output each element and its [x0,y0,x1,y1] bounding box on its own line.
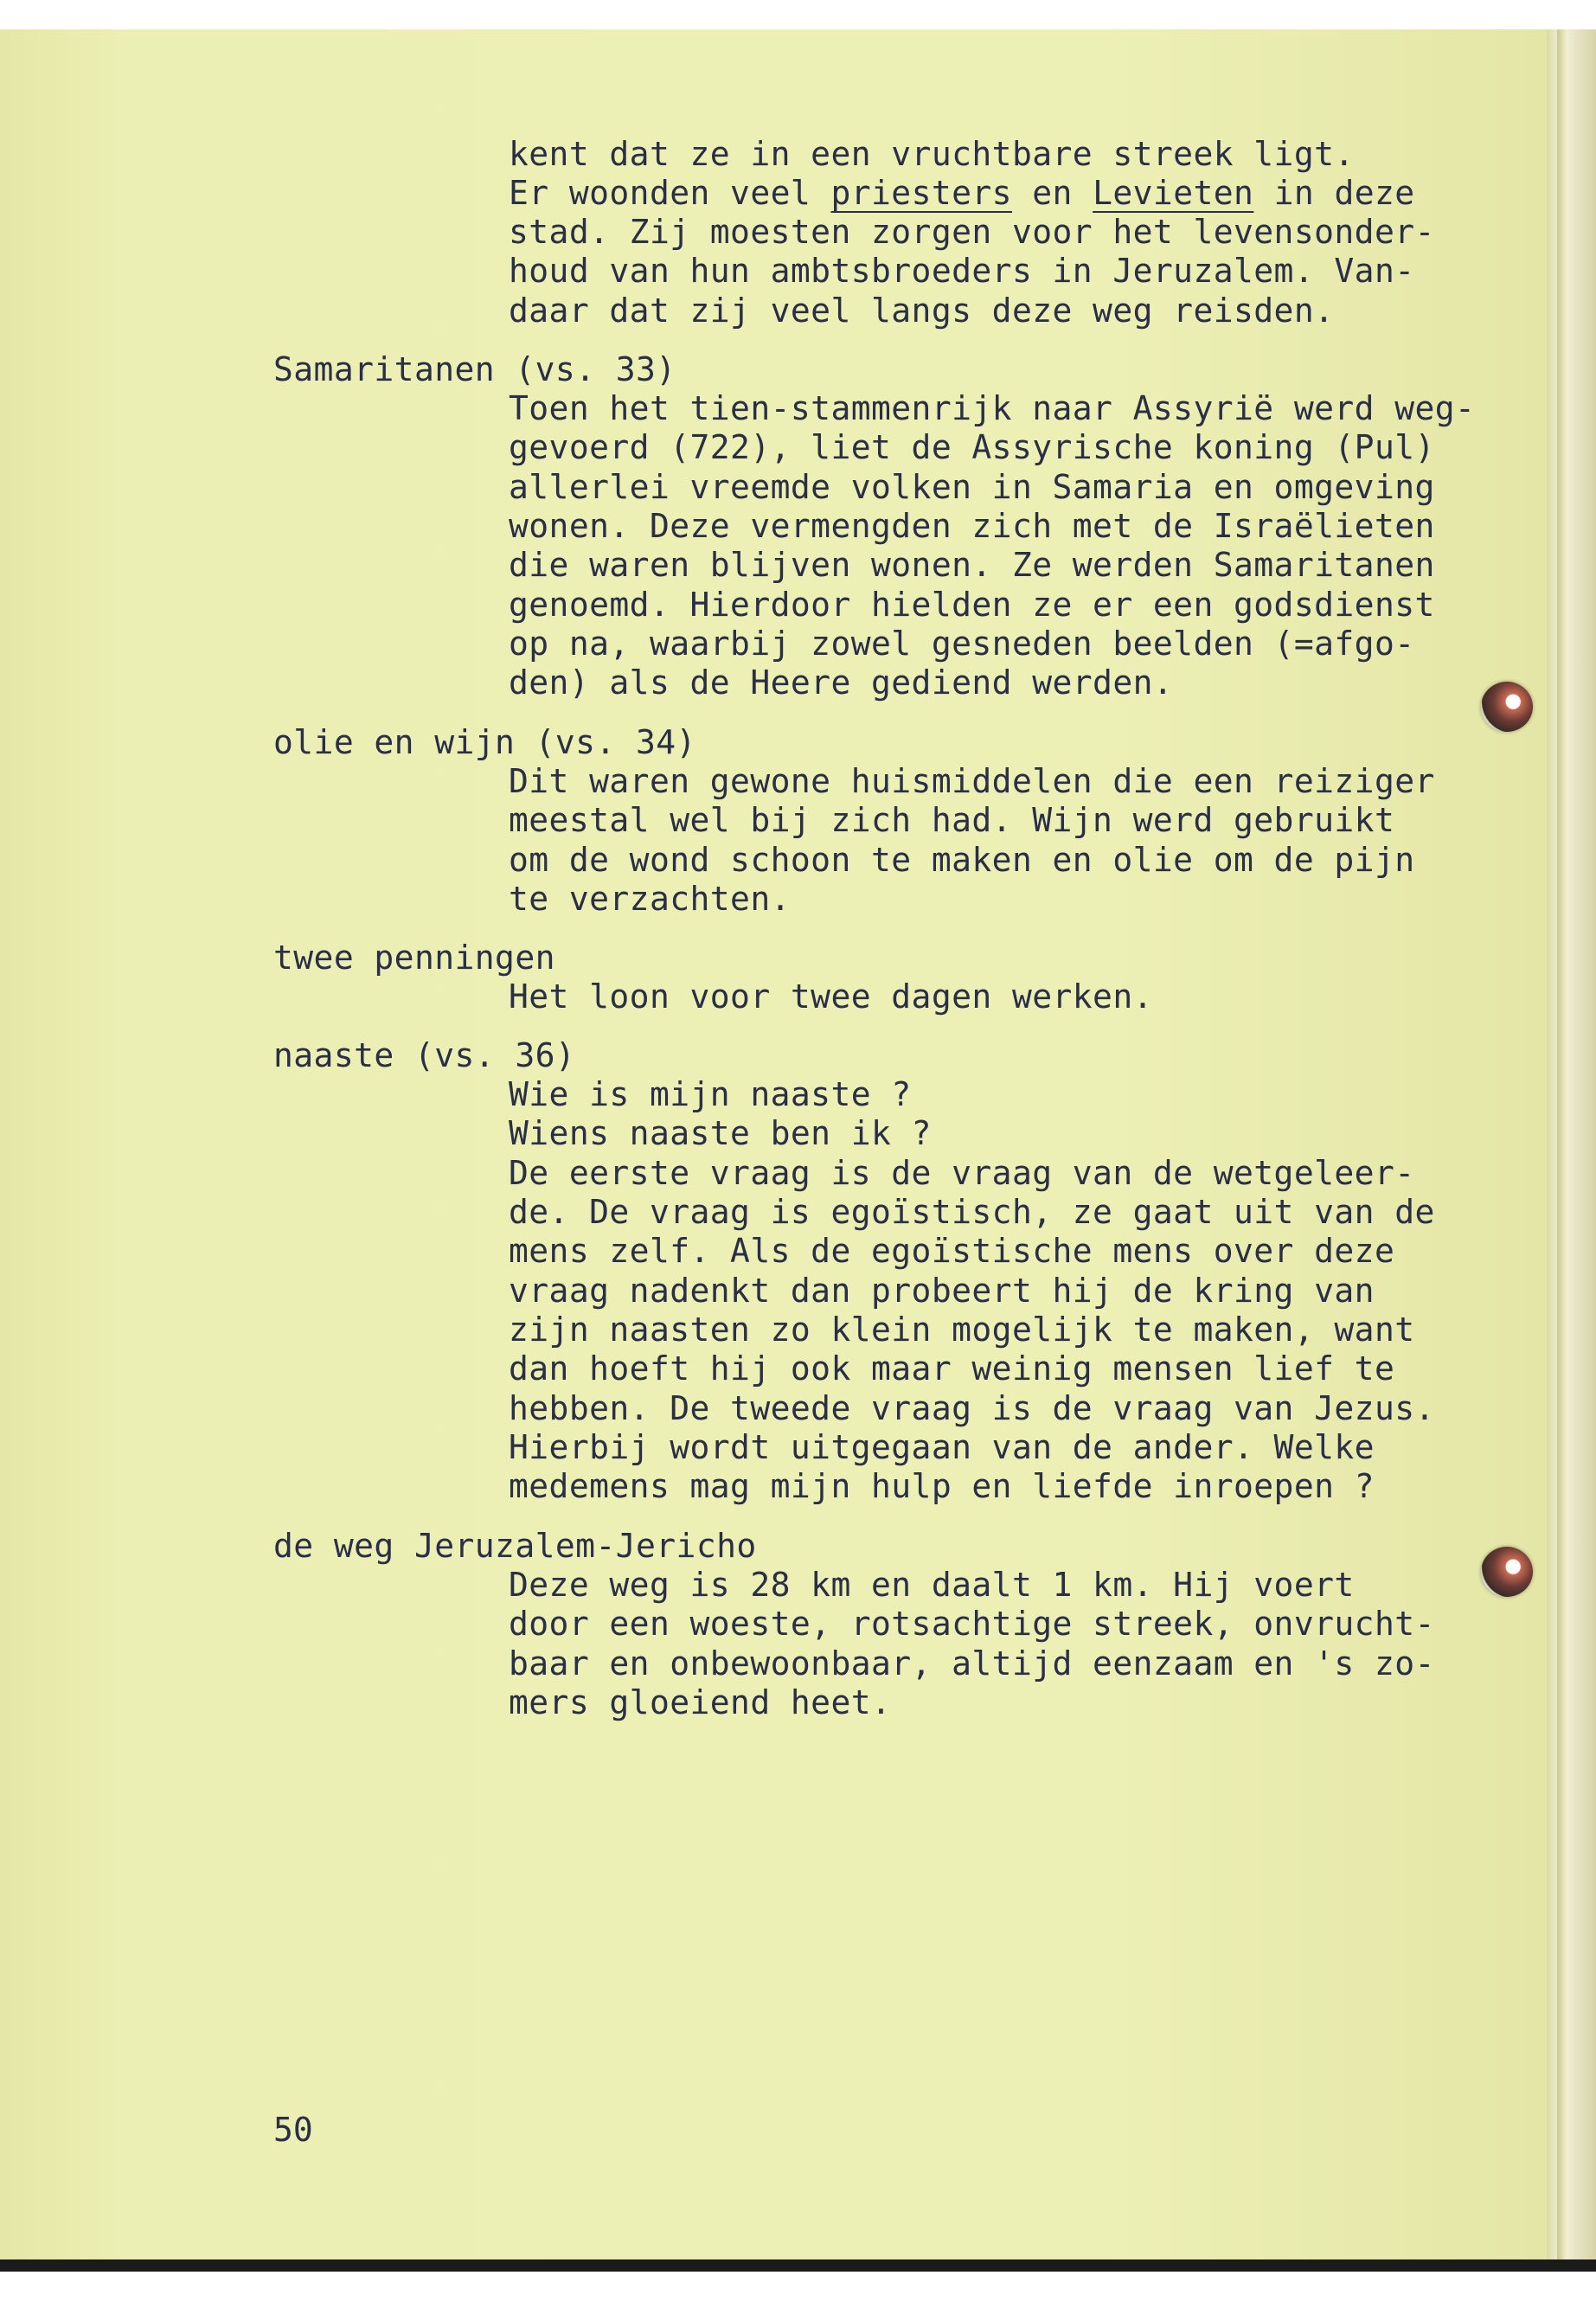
entry-line: wonen. Deze vermengden zich met de Israëlieten [509,507,1435,545]
entry-line: door een woeste, rotsachtige streek, onvrucht- [509,1605,1435,1643]
intro-line [509,174,1415,213]
entry-line: mens zelf. Als de egoïstische mens over deze [509,1232,1395,1270]
entry-line: den) als de Heere gediend werden. [509,663,1174,702]
intro-text: Er woonden veel [509,174,831,212]
entry-line: vraag nadenkt dan probeert hij de kring van [509,1272,1375,1310]
entry-line: te verzachten. [509,880,791,918]
page-edge [1547,29,1557,2261]
entry-line: Deze weg is 28 km en daalt 1 km. Hij voert [509,1566,1355,1604]
entry-line: Wie is mijn naaste ? [509,1075,912,1113]
entry-line: op na, waarbij zowel gesneden beelden (=afgo- [509,625,1415,663]
entry-line: Wiens naaste ben ik ? [509,1114,932,1152]
entry-term-olie-en-wijn: olie en wijn (vs. 34) [273,723,696,761]
entry-line: allerlei vreemde volken in Samaria en omgeving [509,468,1435,506]
entry-line: Dit waren gewone huismiddelen die een reiziger [509,762,1435,800]
entry-line: Hierbij wordt uitgegaan van de ander. Welke [509,1428,1375,1466]
entry-line: Het loon voor twee dagen werken. [509,977,1153,1016]
entry-line: meestal wel bij zich had. Wijn werd gebruikt [509,801,1395,839]
entry-line: gevoerd (722), liet de Assyrische koning (Pul) [509,428,1435,466]
page-number: 50 [273,2111,313,2149]
entry-line: mers gloeiend heet. [509,1683,892,1721]
intro-line: houd van hun ambtsbroeders in Jeruzalem. Van- [509,252,1415,290]
underlined-levites: Levieten [1093,174,1254,212]
underlined-priests: priesters [830,174,1012,212]
entry-term-twee-penningen: twee penningen [273,939,555,977]
entry-line: medemens mag mijn hulp en liefde inroepen ? [509,1467,1375,1505]
binder-ring-top [1481,682,1533,732]
intro-text: in deze [1253,174,1415,212]
entry-line: genoemd. Hierdoor hielden ze er een godsdienst [509,586,1435,624]
entry-line: hebben. De tweede vraag is de vraag van Jezus. [509,1389,1435,1427]
entry-line: die waren blijven wonen. Ze werden Samaritanen [509,546,1435,584]
entry-line: dan hoeft hij ook maar weinig mensen lief te [509,1349,1395,1388]
entry-term-de-weg: de weg Jeruzalem-Jericho [273,1527,757,1565]
entry-term-naaste: naaste (vs. 36) [273,1036,576,1074]
entry-line: de. De vraag is egoïstisch, ze gaat uit van de [509,1193,1435,1231]
intro-line: stad. Zij moesten zorgen voor het levensonder- [509,213,1435,251]
entry-line: Toen het tien-stammenrijk naar Assyrië werd weg- [509,389,1476,427]
entry-line: om de wond schoon te maken en olie om de pijn [509,841,1415,879]
entry-term-samaritanen: Samaritanen (vs. 33) [273,350,676,388]
binder-ring-bottom [1481,1547,1533,1597]
scan-bottom-edge [0,2259,1596,2272]
intro-line: daar dat zij veel langs deze weg reisden. [509,292,1335,330]
binder-spine [1557,29,1596,2261]
intro-line: kent dat ze in een vruchtbare streek ligt. [509,135,1355,173]
entry-line: baar en onbewoonbaar, altijd eenzaam en 's zo- [509,1644,1435,1682]
intro-text: en [1011,174,1093,212]
entry-line: De eerste vraag is de vraag van de wetgeleer- [509,1154,1415,1192]
entry-line: zijn naasten zo klein mogelijk te maken, want [509,1311,1415,1349]
